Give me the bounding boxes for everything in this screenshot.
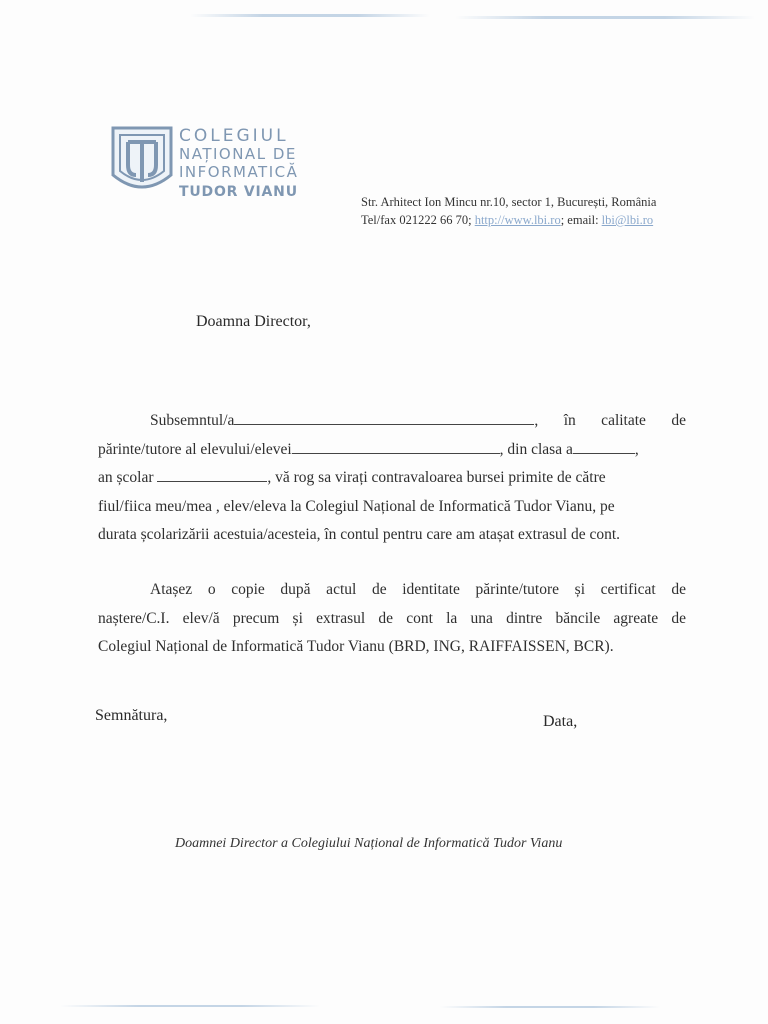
paragraph-line: fiul/fiica meu/mea , elev/eleva la Colegiul Național de Informatică Tudor Vianu, pe [98, 497, 615, 515]
address-telfax: Tel/fax 021222 66 70; [361, 213, 472, 227]
signature-label: Semnătura, [95, 707, 168, 724]
paragraph-line: naștere/C.I. elev/ă precum și extrasul de cont la una dintre băncile agreate de [98, 609, 686, 627]
name-blank[interactable] [234, 409, 534, 425]
school-logo [110, 125, 300, 205]
address-street: Str. Arhitect Ion Mincu nr.10, sector 1, București, România [361, 195, 657, 209]
shield-icon [110, 125, 174, 201]
scan-artifact [60, 1005, 320, 1007]
paragraph-line: Colegiul Național de Informatică Tudor Vianu (BRD, ING, RAIFFAISSEN, BCR). [98, 638, 614, 655]
email-label: ; email: [560, 213, 599, 227]
calitate-text: , în calitate de [534, 412, 686, 429]
school-year-label: an școlar [98, 469, 154, 486]
paragraph-line [98, 436, 686, 465]
logo-line-3: INFORMATICĂ [179, 163, 299, 181]
subsemnatul-label: Subsemntul/a [150, 412, 235, 429]
date-label: Data, [543, 713, 578, 730]
footer-addressee: Doamnei Director a Colegiului Național de Informatică Tudor Vianu [175, 836, 563, 851]
paragraph-line: Atașez o copie după actul de identitate părinte/tutore și certificat de [150, 581, 686, 598]
student-blank[interactable] [292, 438, 500, 454]
school-year-blank[interactable] [157, 466, 267, 482]
class-comma: , [634, 440, 639, 458]
logo-line-1: COLEGIUL [179, 126, 289, 146]
salutation: Doamna Director, [196, 313, 311, 330]
scan-artifact [455, 16, 755, 19]
parent-label: părinte/tutore al elevului/elevei [98, 440, 292, 458]
paragraph-line [98, 407, 686, 436]
class-label: , din clasa a [499, 440, 573, 458]
request-text: , vă rog sa virați contravaloarea bursei primite de către [267, 469, 606, 486]
website-link[interactable]: http://www.lbi.ro [474, 213, 561, 227]
attachment-paragraph [98, 576, 686, 662]
paragraph-line [98, 464, 686, 493]
logo-wordmark [179, 127, 298, 201]
scan-artifact [190, 14, 430, 17]
scan-artifact [440, 1006, 660, 1008]
logo-line-4: TUDOR VIANU [179, 184, 298, 200]
paragraph-line: durata școlarizării acestuia/acesteia, în contul pentru care am atașat extrasul de cont. [98, 526, 621, 543]
class-blank[interactable] [573, 438, 635, 454]
school-address [361, 193, 656, 229]
email-link[interactable]: lbi@lbi.ro [601, 213, 654, 227]
address-contact [361, 211, 656, 229]
logo-line-2: NAȚIONAL DE [179, 145, 297, 163]
request-paragraph [98, 407, 686, 550]
